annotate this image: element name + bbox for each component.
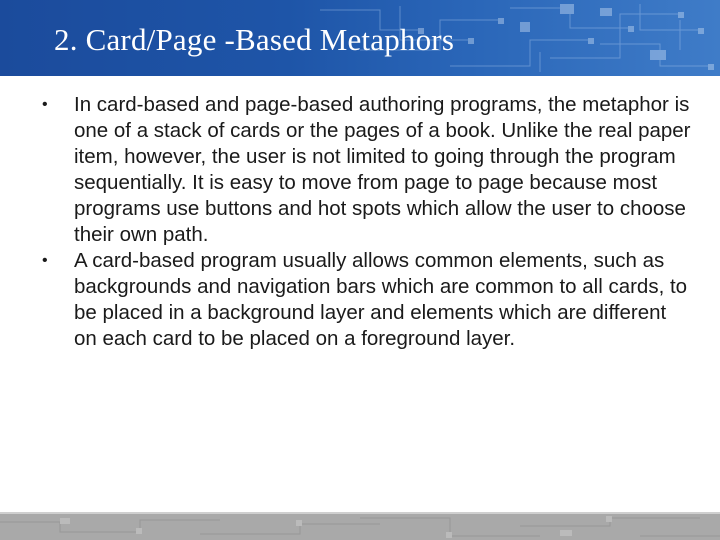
bullet-list	[32, 92, 692, 352]
bullet-text: In card-based and page-based authoring programs, the metaphor is one of a stack of cards or the pages of a book. Unlike the real paper item, however, the user is not limited to going through the program sequentially. It is easy to move from page to page because most programs use buttons and hot spots which allow the user to choose their own path.	[74, 93, 691, 246]
bullet-dot: •	[42, 252, 48, 269]
bullet-text: A card-based program usually allows common elements, such as backgrounds and navigation bars which are common to all cards, to be placed in a background layer and elements which are different on each card to be placed on a foreground layer.	[74, 249, 688, 350]
bullet-item	[32, 248, 692, 352]
footer-pattern-decoration	[0, 514, 720, 540]
title-bar	[0, 0, 720, 76]
bullet-item	[32, 92, 692, 248]
bullet-dot: •	[42, 96, 48, 113]
slide-title: 2. Card/Page -Based Metaphors	[54, 22, 455, 57]
footer-bar	[0, 514, 720, 540]
